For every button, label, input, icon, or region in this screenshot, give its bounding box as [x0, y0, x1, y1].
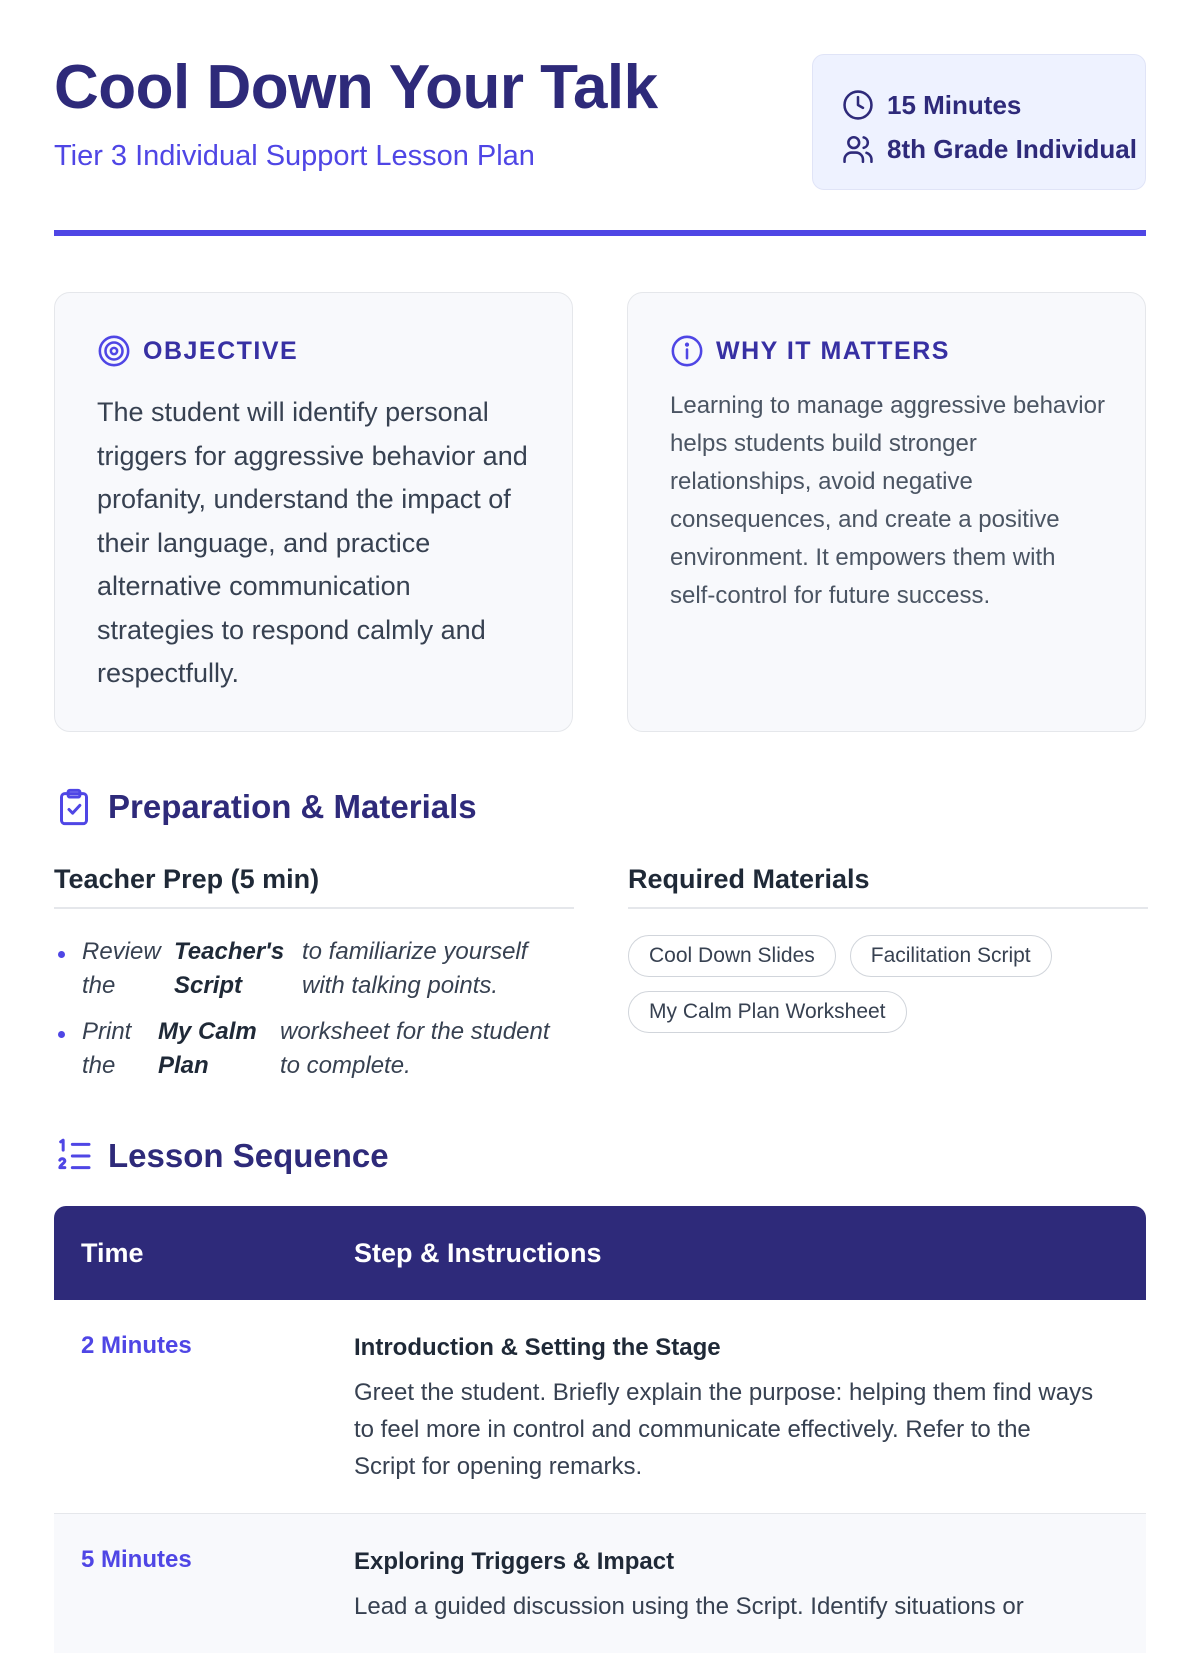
step-title: Introduction & Setting the Stage — [354, 1334, 721, 1361]
teacher-prep-column — [54, 864, 574, 1095]
prep-item-lead: Print the — [82, 1018, 132, 1079]
users-icon — [841, 132, 875, 166]
page-header — [54, 0, 1146, 236]
materials-list — [628, 935, 1148, 1047]
why-text: Learning to manage aggressive behavior helps students build stronger relationships, avoid negative consequences, and create a positive environment. It empowers them with self-control for future success. — [670, 392, 1105, 609]
duration-row — [841, 83, 1145, 127]
table-header — [54, 1206, 1146, 1300]
why-it-matters-card — [627, 292, 1146, 732]
lesson-meta-box — [812, 54, 1146, 190]
info-icon — [670, 334, 704, 368]
target-icon — [97, 334, 131, 368]
sequence-section-header — [54, 1136, 389, 1176]
materials-column — [628, 864, 1148, 1047]
column-header-time: Time — [81, 1237, 144, 1268]
objective-header — [97, 333, 532, 369]
teacher-prep-title: Teacher Prep (5 min) — [54, 864, 574, 909]
row-step — [354, 1540, 1146, 1625]
objective-text: The student will identify personal triggers for aggressive behavior and profanity, understand the impact of their language, and practice alternative communication strategies to respond calmly and respectfully. — [97, 397, 528, 688]
numbered-list-icon — [54, 1136, 94, 1176]
clipboard-check-icon — [54, 787, 94, 827]
prep-item-bold: Teacher's Script — [174, 938, 285, 999]
objective-card — [54, 292, 573, 732]
summary-cards — [54, 292, 1146, 732]
prep-section-title: Preparation & Materials — [108, 788, 477, 825]
prep-item-lead: Review the — [82, 938, 161, 999]
page-subtitle: Tier 3 Individual Support Lesson Plan — [54, 140, 535, 172]
prep-item-rest: worksheet for the student to complete. — [280, 1018, 550, 1079]
why-header — [670, 333, 1105, 369]
why-label: WHY IT MATTERS — [716, 336, 950, 365]
step-description: Lead a guided discussion using the Script. Identify situations or — [354, 1593, 1024, 1620]
step-title: Exploring Triggers & Impact — [354, 1548, 675, 1575]
sequence-section-title: Lesson Sequence — [108, 1137, 389, 1174]
list-item — [54, 1015, 574, 1083]
duration-text: 15 Minutes — [887, 89, 1022, 120]
teacher-prep-list — [54, 935, 574, 1083]
material-chip: Cool Down Slides — [628, 935, 836, 977]
column-header-step: Step & Instructions — [354, 1237, 602, 1268]
table-row — [54, 1300, 1146, 1514]
material-chip: My Calm Plan Worksheet — [628, 991, 907, 1033]
prep-section-header — [54, 787, 477, 827]
lesson-sequence-table — [54, 1206, 1146, 1653]
material-chip: Facilitation Script — [850, 935, 1052, 977]
clock-icon — [841, 88, 875, 122]
prep-item-rest: to familiarize yourself with talking points. — [302, 938, 528, 999]
row-step — [354, 1326, 1146, 1485]
audience-row — [841, 127, 1145, 171]
prep-item-bold: My Calm Plan — [158, 1018, 257, 1079]
audience-text: 8th Grade Individual — [887, 133, 1137, 164]
objective-label: OBJECTIVE — [143, 336, 299, 365]
row-time: 5 Minutes — [81, 1546, 192, 1573]
table-row — [54, 1514, 1146, 1653]
materials-title: Required Materials — [628, 864, 1148, 909]
row-time: 2 Minutes — [81, 1332, 192, 1359]
list-item — [54, 935, 574, 1003]
page-title: Cool Down Your Talk — [54, 53, 658, 122]
step-description: Greet the student. Briefly explain the purpose: helping them find ways to feel more in control and communicate effectively. Refer to the Script for opening remarks. — [354, 1379, 1094, 1480]
